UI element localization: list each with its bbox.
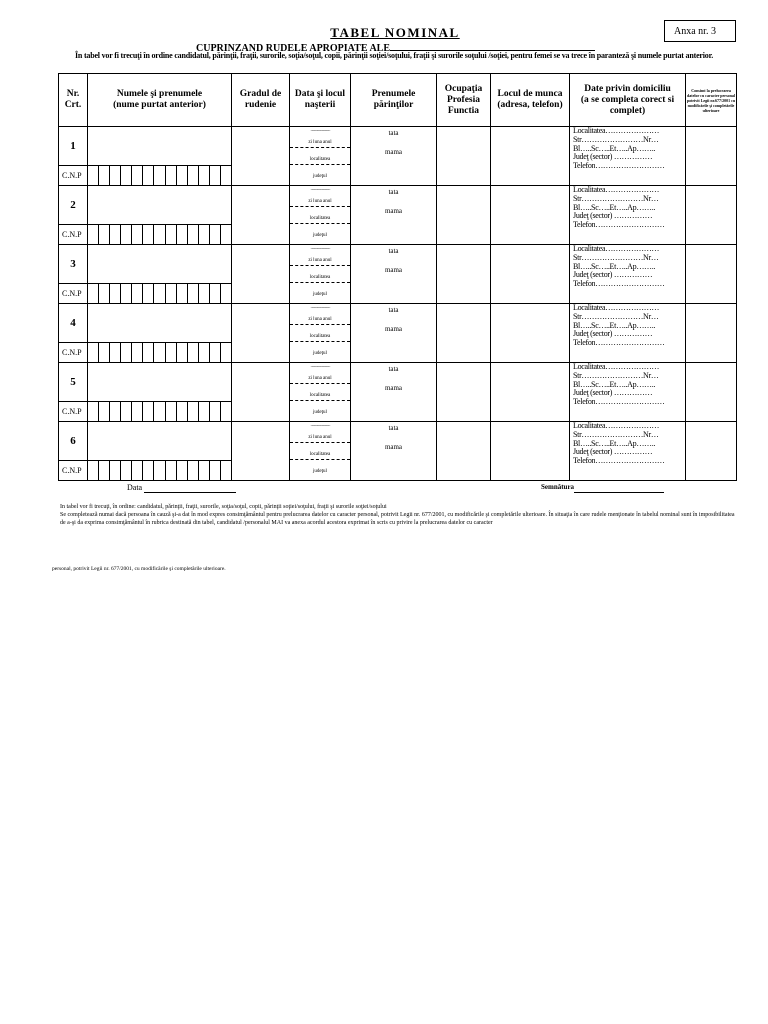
degree-cell[interactable] xyxy=(232,422,290,481)
cnp-label: C.N.P xyxy=(59,343,88,363)
cnp-boxes xyxy=(88,166,231,185)
cnp-digit-box[interactable] xyxy=(131,166,142,185)
father-label: tata xyxy=(388,247,399,255)
birth-date-label: zi luna anul xyxy=(308,199,332,204)
footnote-2: Se completează numai dacă persoana în cauză şi-a dat în mod expres consimţământul pentru prelucrarea datelor cu caracter personal, potrivit Legii nr. 677/2001, cu modificările şi completările ulterioare. În situaţia în care rudele menţionate în tabelul nominal sunt în imposibilitatea de a-şi da exprima consimţământul în rubrica destinată din tabel, candidatul /personalul MAI va anexa acordul acestora exprimat în scris cu privire la prelucrarea datelor cu caracter xyxy=(60,512,735,526)
cnp-label: C.N.P xyxy=(59,461,88,481)
birth-date-label: zi luna anul xyxy=(308,258,332,263)
address-street: Str……………………Nr… xyxy=(573,370,659,380)
cnp-digit-box[interactable] xyxy=(109,166,120,185)
cnp-digit-box[interactable] xyxy=(131,461,142,480)
birth-county-label: judeţul xyxy=(313,351,327,356)
address-cell[interactable] xyxy=(570,304,686,363)
birth-county-label: judeţul xyxy=(313,469,327,474)
cnp-digit-box[interactable] xyxy=(165,461,176,480)
mother-label: mama xyxy=(384,148,403,156)
birth-city-line xyxy=(290,384,350,401)
parents-cell[interactable] xyxy=(351,363,437,422)
occupation-cell[interactable] xyxy=(437,127,491,186)
header-nr-text: Nr. xyxy=(66,89,80,99)
cnp-digit-box[interactable] xyxy=(120,461,131,480)
header-address xyxy=(570,74,686,127)
row-number: 1 xyxy=(59,127,88,166)
address-cell[interactable] xyxy=(570,186,686,245)
mother-label: mama xyxy=(384,443,403,451)
father-label: tata xyxy=(388,129,399,137)
address-county: Judeţ (sector) …………… xyxy=(573,270,653,280)
cnp-label: C.N.P xyxy=(59,284,88,304)
header-name-text: Numele şi prenumele xyxy=(116,89,203,99)
name-cell[interactable] xyxy=(88,127,232,166)
address-street: Str……………………Nr… xyxy=(573,429,659,439)
cnp-digit-box[interactable] xyxy=(153,225,164,244)
cnp-digit-box[interactable] xyxy=(109,343,120,362)
occupation-cell[interactable] xyxy=(437,304,491,363)
date-label: Data xyxy=(127,483,143,492)
cnp-digit-box[interactable] xyxy=(209,284,220,303)
header-address-sub: (a se completa corect si complet) xyxy=(580,94,675,116)
cnp-digit-box[interactable] xyxy=(88,461,98,480)
mother-label: mama xyxy=(384,207,403,215)
birth-cell[interactable] xyxy=(290,422,351,481)
cnp-boxes xyxy=(88,225,231,244)
address-cell[interactable] xyxy=(570,363,686,422)
cnp-digit-box[interactable] xyxy=(131,343,142,362)
cnp-digit-box[interactable] xyxy=(209,166,220,185)
cnp-digit-box[interactable] xyxy=(198,284,209,303)
cnp-digit-box[interactable] xyxy=(142,461,153,480)
intro-text: În tabel vor fi trecuţi în ordine candidatul, părinţii, fraţii, surorile, soţia/soţul, copii, părinţii soţiei/soţului, fraţii şi surorile soţului /soţiei, pentru femei se va trece în paranteză şi numele purtat anterior. xyxy=(74,51,714,60)
mother-label: mama xyxy=(384,325,403,333)
cnp-label: C.N.P xyxy=(59,225,88,245)
birth-county-line xyxy=(290,165,350,181)
birth-date-label: zi luna anul xyxy=(308,317,332,322)
cnp-digit-box[interactable] xyxy=(198,461,209,480)
degree-cell[interactable] xyxy=(232,186,290,245)
father-label: tata xyxy=(388,306,399,314)
occupation-cell[interactable] xyxy=(437,363,491,422)
header-name xyxy=(88,74,232,127)
birth-city-line xyxy=(290,325,350,342)
workplace-cell[interactable] xyxy=(491,186,570,245)
birth-date-line xyxy=(290,196,350,207)
address-street: Str……………………Nr… xyxy=(573,311,659,321)
cnp-digit-box[interactable] xyxy=(88,284,98,303)
address-block: Bl…..Sc…..Et…..Ap…….. xyxy=(573,438,656,448)
cnp-digit-box[interactable] xyxy=(98,166,109,185)
cnp-boxes xyxy=(88,402,231,421)
header-parents: Prenumele părinţilor xyxy=(351,74,437,127)
cnp-digit-box[interactable] xyxy=(209,402,220,421)
address-phone: Telefon……………………… xyxy=(573,161,665,171)
header-address-text: Date privin domiciliu xyxy=(584,83,671,94)
cnp-digit-box[interactable] xyxy=(220,225,231,244)
header-crt-text: Crt. xyxy=(64,100,82,110)
cnp-digit-box[interactable] xyxy=(198,166,209,185)
row-number: 2 xyxy=(59,186,88,225)
cnp-digit-box[interactable] xyxy=(153,343,164,362)
cnp-label: C.N.P xyxy=(59,402,88,422)
cnp-digit-box[interactable] xyxy=(209,225,220,244)
birth-city-label: localitatea xyxy=(309,334,331,339)
consent-cell[interactable] xyxy=(686,186,737,245)
cnp-digit-box[interactable] xyxy=(176,225,187,244)
birth-date-line xyxy=(290,432,350,443)
cnp-digit-box[interactable] xyxy=(98,225,109,244)
consent-cell[interactable] xyxy=(686,304,737,363)
cnp-digit-box[interactable] xyxy=(153,166,164,185)
cnp-digit-box[interactable] xyxy=(98,284,109,303)
cnp-digit-box[interactable] xyxy=(209,343,220,362)
occupation-cell[interactable] xyxy=(437,186,491,245)
address-county: Judeţ (sector) …………… xyxy=(573,447,653,457)
row-number: 5 xyxy=(59,363,88,402)
header-nr xyxy=(59,74,88,127)
address-block: Bl…..Sc…..Et…..Ap…….. xyxy=(573,379,656,389)
header-degree: Gradul de rudenie xyxy=(232,74,290,127)
cnp-digit-box[interactable] xyxy=(131,225,142,244)
cnp-digit-box[interactable] xyxy=(142,166,153,185)
address-county: Judeţ (sector) …………… xyxy=(573,329,653,339)
cnp-digit-box[interactable] xyxy=(187,402,198,421)
cnp-digit-box[interactable] xyxy=(120,166,131,185)
cnp-digit-box[interactable] xyxy=(109,461,120,480)
cnp-digit-box[interactable] xyxy=(109,225,120,244)
consent-cell[interactable] xyxy=(686,127,737,186)
address-block: Bl…..Sc…..Et…..Ap…….. xyxy=(573,202,656,212)
header-occupation-sub: Profesia Functia xyxy=(446,94,481,116)
address-phone: Telefon……………………… xyxy=(573,338,665,348)
cnp-digit-box[interactable] xyxy=(176,284,187,303)
signature-label: Semnătura xyxy=(541,483,575,491)
cnp-digit-box[interactable] xyxy=(153,284,164,303)
footnote-1: In tabel vor fi trecuţi, în ordine: candidatul, părinţii, fraţii, surorile, soţia/soţul, copii, părinţii soţiei/soţului, fraţii şi surorile soţiei/soţului xyxy=(60,504,387,510)
address-cell[interactable] xyxy=(570,422,686,481)
birth-city-label: localitatea xyxy=(309,275,331,280)
cnp-digit-box[interactable] xyxy=(88,166,98,185)
cnp-digit-box[interactable] xyxy=(220,166,231,185)
cnp-field[interactable] xyxy=(88,284,232,304)
degree-cell[interactable] xyxy=(232,304,290,363)
cnp-digit-box[interactable] xyxy=(165,166,176,185)
parents-cell[interactable] xyxy=(351,186,437,245)
cnp-digit-box[interactable] xyxy=(187,343,198,362)
table-row xyxy=(59,127,737,166)
cnp-field[interactable] xyxy=(88,225,232,245)
parents-cell[interactable] xyxy=(351,127,437,186)
cnp-digit-box[interactable] xyxy=(220,343,231,362)
birth-county-line xyxy=(290,283,350,299)
candidate-name-field[interactable] xyxy=(390,41,595,51)
birth-city-line xyxy=(290,266,350,283)
address-cell[interactable] xyxy=(570,127,686,186)
cnp-digit-box[interactable] xyxy=(142,284,153,303)
address-phone: Telefon……………………… xyxy=(573,397,665,407)
cnp-boxes xyxy=(88,343,231,362)
page-title: TABEL NOMINAL xyxy=(330,25,460,40)
birth-county-line xyxy=(290,224,350,240)
header-birth: Data şi locul naşterii xyxy=(290,74,351,127)
occupation-cell[interactable] xyxy=(437,422,491,481)
cnp-digit-box[interactable] xyxy=(120,284,131,303)
birth-city-line xyxy=(290,443,350,460)
workplace-cell[interactable] xyxy=(491,422,570,481)
birth-date-label: zi luna anul xyxy=(308,140,332,145)
address-phone: Telefon……………………… xyxy=(573,279,665,289)
birth-county-label: judeţul xyxy=(313,174,327,179)
birth-city-line xyxy=(290,148,350,165)
header-occupation xyxy=(437,74,491,127)
cnp-boxes xyxy=(88,461,231,480)
address-locality: Localitatea………………… xyxy=(573,244,660,253)
birth-city-label: localitatea xyxy=(309,157,331,162)
workplace-cell[interactable] xyxy=(491,304,570,363)
cnp-digit-box[interactable] xyxy=(198,343,209,362)
mother-label: mama xyxy=(384,266,403,274)
cnp-digit-box[interactable] xyxy=(187,166,198,185)
cnp-digit-box[interactable] xyxy=(109,402,120,421)
cnp-digit-box[interactable] xyxy=(220,284,231,303)
cnp-digit-box[interactable] xyxy=(198,402,209,421)
cnp-label: C.N.P xyxy=(59,166,88,186)
birth-date-line xyxy=(290,373,350,384)
name-cell[interactable] xyxy=(88,245,232,284)
consent-cell[interactable] xyxy=(686,363,737,422)
name-cell[interactable] xyxy=(88,363,232,402)
address-locality: Localitatea………………… xyxy=(573,362,660,371)
address-street: Str……………………Nr… xyxy=(573,134,659,144)
cnp-digit-box[interactable] xyxy=(142,402,153,421)
cnp-digit-box[interactable] xyxy=(88,225,98,244)
birth-date-label: zi luna anul xyxy=(308,376,332,381)
consent-cell[interactable] xyxy=(686,422,737,481)
address-street: Str……………………Nr… xyxy=(573,252,659,262)
degree-cell[interactable] xyxy=(232,363,290,422)
cnp-digit-box[interactable] xyxy=(98,461,109,480)
cnp-digit-box[interactable] xyxy=(131,402,142,421)
birth-city-label: localitatea xyxy=(309,216,331,221)
address-phone: Telefon……………………… xyxy=(573,456,665,466)
birth-county-label: judeţul xyxy=(313,292,327,297)
consent-cell[interactable] xyxy=(686,245,737,304)
table-row xyxy=(59,304,737,343)
name-cell[interactable] xyxy=(88,304,232,343)
birth-date-blanks: ___ ___ ______ xyxy=(310,186,330,191)
birth-county-line xyxy=(290,401,350,417)
cnp-digit-box[interactable] xyxy=(176,343,187,362)
cnp-digit-box[interactable] xyxy=(142,343,153,362)
address-county: Judeţ (sector) …………… xyxy=(573,152,653,162)
address-block: Bl…..Sc…..Et…..Ap…….. xyxy=(573,143,656,153)
header-workplace: Locul de munca (adresa, telefon) xyxy=(491,74,570,127)
cnp-field[interactable] xyxy=(88,402,232,422)
parents-cell[interactable] xyxy=(351,304,437,363)
cnp-digit-box[interactable] xyxy=(165,343,176,362)
birth-date-blanks: ___ ___ ______ xyxy=(310,304,330,309)
address-cell[interactable] xyxy=(570,245,686,304)
parents-cell[interactable] xyxy=(351,422,437,481)
cnp-digit-box[interactable] xyxy=(98,402,109,421)
birth-cell[interactable] xyxy=(290,245,351,304)
cnp-digit-box[interactable] xyxy=(153,461,164,480)
address-locality: Localitatea………………… xyxy=(573,303,660,312)
cnp-digit-box[interactable] xyxy=(176,461,187,480)
mother-label: mama xyxy=(384,384,403,392)
relatives-table xyxy=(58,73,737,481)
cnp-digit-box[interactable] xyxy=(176,166,187,185)
cnp-digit-box[interactable] xyxy=(165,284,176,303)
table-row xyxy=(59,186,737,225)
birth-cell[interactable] xyxy=(290,186,351,245)
parents-cell[interactable] xyxy=(351,245,437,304)
table-row xyxy=(59,363,737,402)
cnp-digit-box[interactable] xyxy=(98,343,109,362)
cnp-digit-box[interactable] xyxy=(209,461,220,480)
row-number: 4 xyxy=(59,304,88,343)
birth-cell[interactable] xyxy=(290,127,351,186)
cnp-digit-box[interactable] xyxy=(198,225,209,244)
birth-date-line xyxy=(290,137,350,148)
birth-cell[interactable] xyxy=(290,304,351,363)
cnp-digit-box[interactable] xyxy=(120,225,131,244)
annex-label: Anxa nr. 3 xyxy=(664,20,736,42)
address-street: Str……………………Nr… xyxy=(573,193,659,203)
birth-county-line xyxy=(290,342,350,358)
degree-cell[interactable] xyxy=(232,127,290,186)
table-row xyxy=(59,422,737,461)
birth-county-line xyxy=(290,460,350,476)
subtitle-text: CUPRINZAND RUDELE APROPIATE ALE xyxy=(196,43,391,54)
birth-date-label: zi luna anul xyxy=(308,435,332,440)
row-number: 6 xyxy=(59,422,88,461)
row-number: 3 xyxy=(59,245,88,284)
signature-field[interactable] xyxy=(574,492,664,493)
father-label: tata xyxy=(388,365,399,373)
header-consent: Consimt la prelucrarea datelor cu caracter personal potrivit Legii nr.677/2001 cu modificările şi completările ulterioare xyxy=(686,74,737,127)
cnp-digit-box[interactable] xyxy=(220,461,231,480)
birth-cell[interactable] xyxy=(290,363,351,422)
birth-date-blanks: ___ ___ ______ xyxy=(310,363,330,368)
father-label: tata xyxy=(388,424,399,432)
cnp-digit-box[interactable] xyxy=(220,402,231,421)
cnp-digit-box[interactable] xyxy=(187,461,198,480)
birth-date-blanks: ___ ___ ______ xyxy=(310,127,330,132)
address-locality: Localitatea………………… xyxy=(573,126,660,135)
cnp-digit-box[interactable] xyxy=(88,402,98,421)
cnp-digit-box[interactable] xyxy=(120,343,131,362)
cnp-digit-box[interactable] xyxy=(165,225,176,244)
address-county: Judeţ (sector) …………… xyxy=(573,211,653,221)
cnp-digit-box[interactable] xyxy=(187,225,198,244)
cnp-digit-box[interactable] xyxy=(131,284,142,303)
date-field[interactable] xyxy=(144,492,236,493)
footnotes xyxy=(60,503,740,527)
birth-city-label: localitatea xyxy=(309,393,331,398)
occupation-cell[interactable] xyxy=(437,245,491,304)
cnp-field[interactable] xyxy=(88,343,232,363)
cnp-digit-box[interactable] xyxy=(187,284,198,303)
cnp-digit-box[interactable] xyxy=(165,402,176,421)
cnp-field[interactable] xyxy=(88,166,232,186)
name-cell[interactable] xyxy=(88,422,232,461)
cnp-digit-box[interactable] xyxy=(142,225,153,244)
cnp-digit-box[interactable] xyxy=(109,284,120,303)
birth-date-line xyxy=(290,314,350,325)
cnp-digit-box[interactable] xyxy=(176,402,187,421)
cnp-digit-box[interactable] xyxy=(153,402,164,421)
birth-date-line xyxy=(290,255,350,266)
address-locality: Localitatea………………… xyxy=(573,185,660,194)
address-phone: Telefon……………………… xyxy=(573,220,665,230)
cnp-field[interactable] xyxy=(88,461,232,481)
cnp-digit-box[interactable] xyxy=(120,402,131,421)
table-row xyxy=(59,245,737,284)
birth-county-label: judeţul xyxy=(313,233,327,238)
header-occupation-text: Ocupaţia xyxy=(444,83,483,94)
birth-date-blanks: ___ ___ ______ xyxy=(310,422,330,427)
birth-city-line xyxy=(290,207,350,224)
workplace-cell[interactable] xyxy=(491,245,570,304)
workplace-cell[interactable] xyxy=(491,127,570,186)
address-block: Bl…..Sc…..Et…..Ap…….. xyxy=(573,320,656,330)
address-county: Judeţ (sector) …………… xyxy=(573,388,653,398)
name-cell[interactable] xyxy=(88,186,232,225)
birth-date-blanks: ___ ___ ______ xyxy=(310,245,330,250)
cnp-digit-box[interactable] xyxy=(88,343,98,362)
birth-county-label: judeţul xyxy=(313,410,327,415)
header-name-sub: (nume purtat anterior) xyxy=(113,100,206,110)
father-label: tata xyxy=(388,188,399,196)
address-block: Bl…..Sc…..Et…..Ap…….. xyxy=(573,261,656,271)
address-locality: Localitatea………………… xyxy=(573,421,660,430)
workplace-cell[interactable] xyxy=(491,363,570,422)
cnp-boxes xyxy=(88,284,231,303)
degree-cell[interactable] xyxy=(232,245,290,304)
birth-city-label: localitatea xyxy=(309,452,331,457)
footnote-3: personal, potrivit Legii nr. 677/2001, cu modificările şi completările ulterioare. xyxy=(52,566,226,572)
